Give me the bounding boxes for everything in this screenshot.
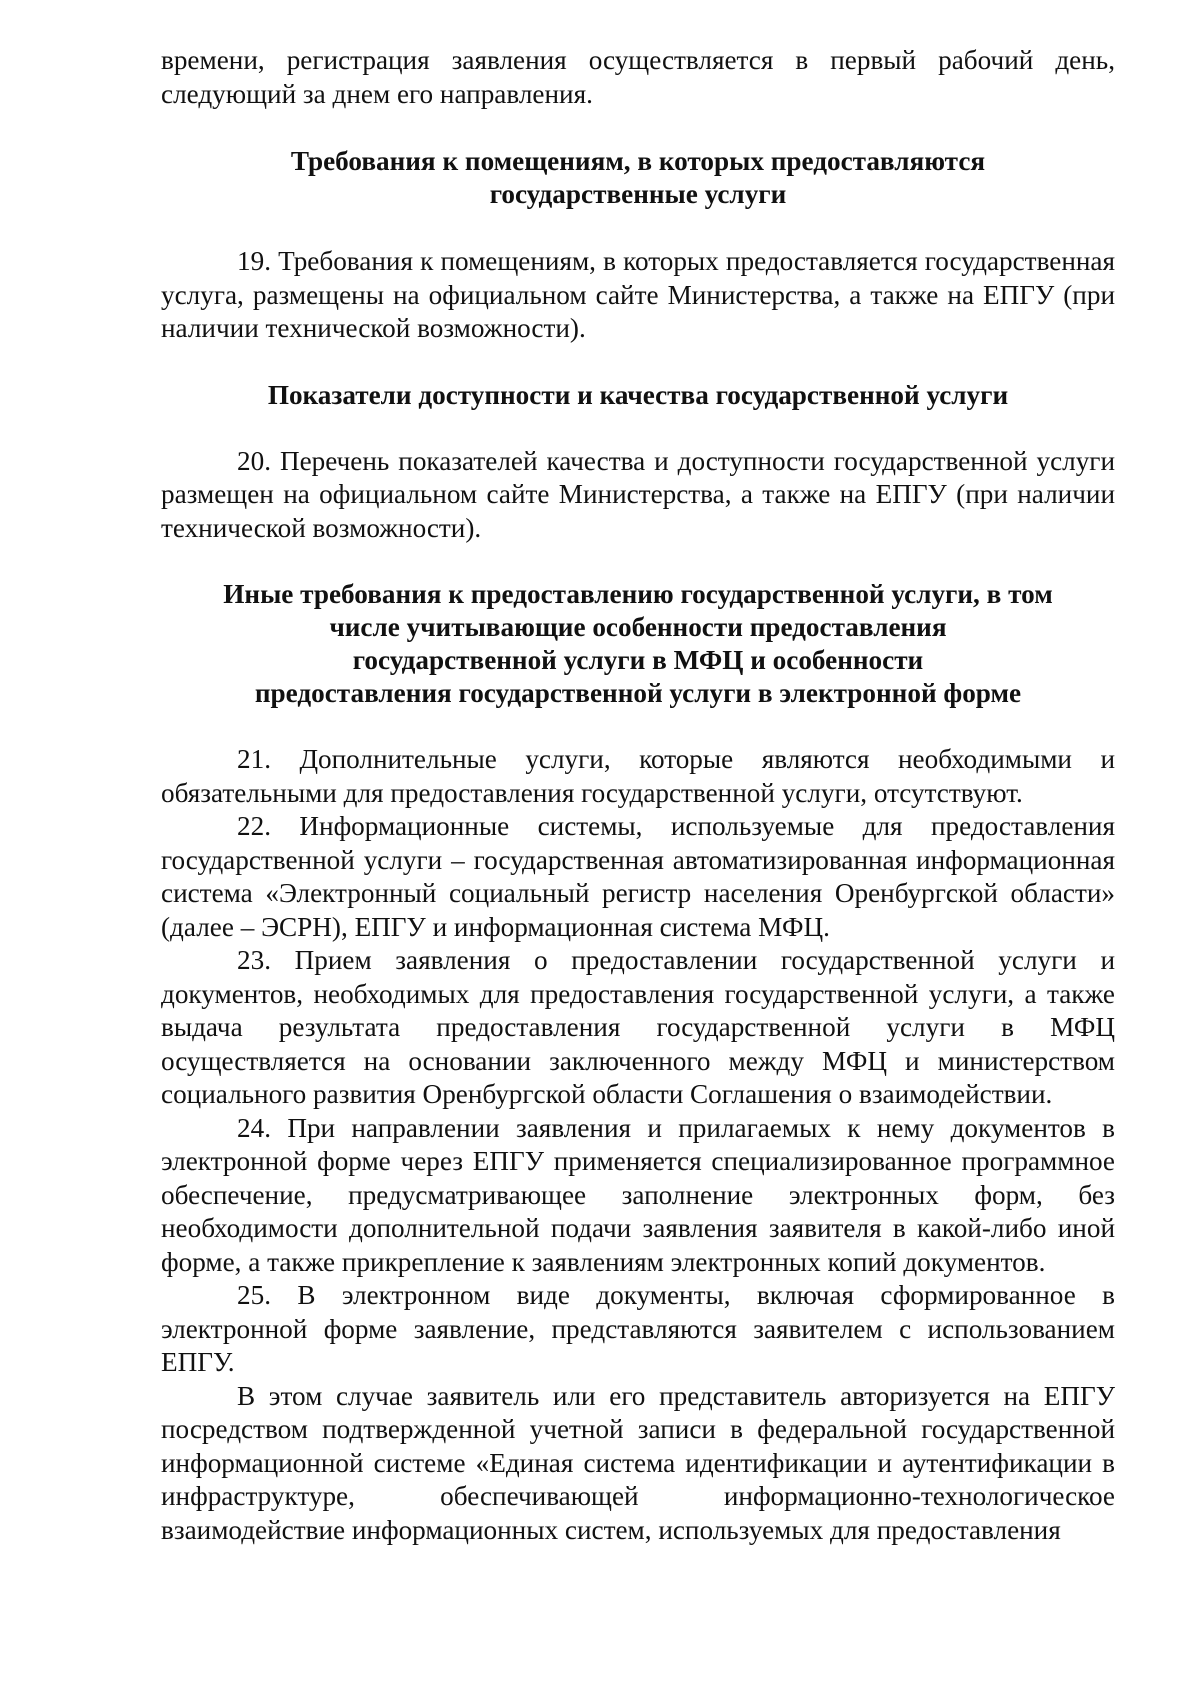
paragraph-23: 23. Прием заявления о предоставлении государственной услуги и документов, необходимых для предоставления государственной услуги, а также выдача результата предоставления государственной услуги в МФЦ осуществляется на основании заключенного между МФЦ и министерством социального развития Оренбургской области Соглашения о взаимодействии. [161,945,1115,1109]
spacer [161,545,1115,578]
heading-other-requirements-line3: государственной услуги в МФЦ и особенности [352,645,924,675]
paragraph-20: 20. Перечень показателей качества и доступности государственной услуги размещен на официальном сайте Министерства, а также на ЕПГУ (при наличии технической возможности). [161,445,1115,543]
paragraph-24: 24. При направлении заявления и прилагаемых к нему документов в электронной форме через ЕПГУ применяется специализированное программное обеспечение, предусматривающее заполнение электронных форм, без необходимости дополнительной подачи заявления заявителя в какой-либо иной форме, а также прикрепление к заявлениям электронных копий документов. [161,1112,1115,1277]
paragraph-22: 22. Информационные системы, используемые для предоставления государственной услуги – государственная автоматизированная информационная система «Электронный социальный регистр населения Оренбургской области» (далее – ЭСРН), ЕПГУ и информационная система МФЦ. [161,811,1115,942]
paragraph-19: 19. Требования к помещениям, в которых предоставляется государственная услуга, размещены на официальном сайте Министерства, а также на ЕПГУ (при наличии технической возможности). [161,246,1115,343]
paragraph-21: 21. Дополнительные услуги, которые являются необходимыми и обязательными для предоставления государственной услуги, отсутствуют. [161,744,1115,808]
spacer [161,412,1115,445]
paragraph-25: 25. В электронном виде документы, включая сформированное в электронной форме заявление, представляются заявителем с использованием ЕПГУ. [161,1280,1115,1377]
spacer [161,346,1115,379]
document-page [161,44,1115,1547]
spacer [161,111,1115,145]
heading-other-requirements [161,578,1115,710]
paragraph-continuation: времени, регистрация заявления осуществляется в первый рабочий день, следующий за днем его направления. [161,45,1115,109]
heading-other-requirements-line2: числе учитывающие особенности предоставления [329,612,947,642]
spacer [161,710,1115,743]
spacer [161,211,1115,245]
heading-availability-indicators: Показатели доступности и качества государственной услуги [267,379,1009,410]
heading-other-requirements-line4: предоставления государственной услуги в электронной форме [254,678,1022,708]
paragraph-25-continuation: В этом случае заявитель или его представитель авторизуется на ЕПГУ посредством подтвержденной учетной записи в федеральной государственной информационной системе «Единая система идентификации и аутентификации в инфраструктуре, обеспечивающей информационно-технологическое взаимодействие информационных систем, используемых для предоставления [161,1380,1115,1545]
heading-premises-requirements: Требования к помещениям, в которых предоставляются государственные услуги [290,146,986,209]
heading-other-requirements-line1: Иные требования к предоставлению государственной услуги, в том [223,579,1053,609]
